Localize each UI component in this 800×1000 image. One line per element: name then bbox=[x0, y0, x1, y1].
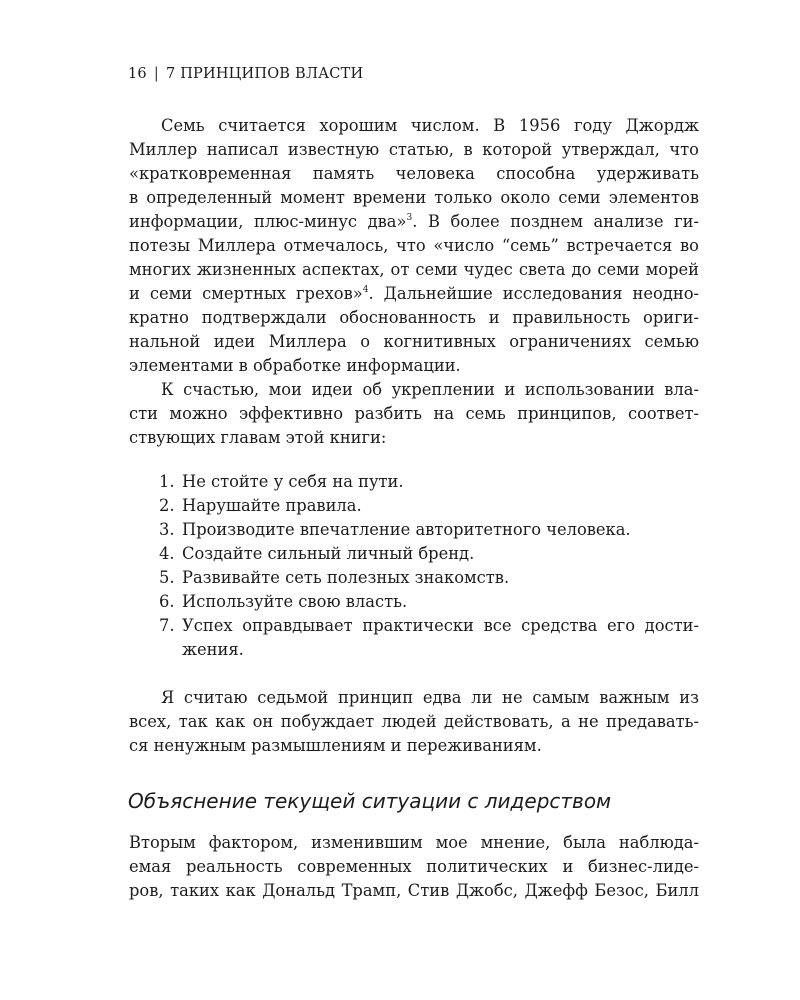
text-line: многих жизненных аспектах, от семи чудес света до семи морей bbox=[129, 260, 699, 279]
text-line: К счастью, мои идеи об укреплении и использовании вла- bbox=[161, 380, 699, 399]
text-line: ров, таких как Дональд Трамп, Стив Джобс, Джефф Безос, Билл bbox=[129, 881, 699, 900]
list-item bbox=[159, 614, 699, 638]
text-line: нальной идеи Миллера о когнитивных ограничениях семью bbox=[129, 332, 699, 351]
running-title: 7 ПРИНЦИПОВ ВЛАСТИ bbox=[165, 66, 364, 82]
text-line: Миллер написал известную статью, в которой утверждал, что bbox=[129, 140, 699, 159]
list-text: Развивайте сеть полезных знакомств. bbox=[182, 568, 510, 587]
list-text: Создайте сильный личный бренд. bbox=[182, 544, 475, 563]
list-text: Нарушайте правила. bbox=[182, 496, 362, 515]
list-number: 5. bbox=[159, 568, 175, 587]
running-header bbox=[128, 66, 363, 82]
text-line bbox=[129, 282, 699, 306]
list-item bbox=[159, 470, 699, 494]
section-heading: Объяснение текущей ситуации с лидерством bbox=[128, 789, 612, 813]
list-number: 7. bbox=[159, 616, 175, 635]
list-item bbox=[159, 494, 699, 518]
text-fragment: . Дальнейшие исследования неодно- bbox=[368, 284, 699, 303]
text-line: Семь считается хорошим числом. В 1956 году Джордж bbox=[161, 116, 699, 135]
text-line: сти можно эффективно разбить на семь принципов, соответ- bbox=[129, 404, 699, 423]
page-number: 16 bbox=[128, 66, 147, 82]
text-line: всех, так как он побуждает людей действовать, а не предавать- bbox=[129, 712, 699, 731]
list-item bbox=[159, 542, 699, 566]
list-text: Успех оправдывает практически все средства его дости- bbox=[182, 616, 699, 635]
text-line: Вторым фактором, изменившим мое мнение, была наблюда- bbox=[129, 833, 699, 852]
text-line: потезы Миллера отмечалось, что «число “семь” встречается во bbox=[129, 236, 699, 255]
text-line: элементами в обработке информации. bbox=[129, 356, 461, 375]
list-item bbox=[159, 566, 699, 590]
text-line: Я считаю седьмой принцип едва ли не самым важным из bbox=[161, 688, 699, 707]
text-fragment: . В более позднем анализе ги- bbox=[412, 212, 699, 231]
text-line: «кратковременная память человека способна удерживать bbox=[129, 164, 699, 183]
text-line: ствующих главам этой книги: bbox=[129, 428, 387, 447]
list-item bbox=[159, 590, 699, 614]
text-line: кратно подтверждали обоснованность и правильность ориги- bbox=[129, 308, 699, 327]
list-text: Используйте свою власть. bbox=[182, 592, 408, 611]
footnote-ref[interactable]: 3 bbox=[406, 213, 413, 223]
list-number: 4. bbox=[159, 544, 175, 563]
text-line bbox=[129, 210, 699, 234]
text-fragment: информации, плюс-минус два» bbox=[129, 212, 407, 231]
text-fragment: и семи смертных грехов» bbox=[129, 284, 363, 303]
list-number: 1. bbox=[159, 472, 175, 491]
list-number: 6. bbox=[159, 592, 175, 611]
list-number: 2. bbox=[159, 496, 175, 515]
list-text: Не стойте у себя на пути. bbox=[182, 472, 404, 491]
list-item bbox=[159, 518, 699, 542]
header-separator: | bbox=[153, 66, 159, 82]
footnote-ref[interactable]: 4 bbox=[362, 285, 369, 295]
list-number: 3. bbox=[159, 520, 175, 539]
list-item-continuation: жения. bbox=[182, 640, 244, 659]
list-text: Производите впечатление авторитетного человека. bbox=[182, 520, 631, 539]
text-line: емая реальность современных политических и бизнес-лиде- bbox=[129, 857, 699, 876]
text-line: ся ненужным размышлениям и переживаниям. bbox=[129, 736, 542, 755]
text-line: в определенный момент времени только около семи элементов bbox=[129, 188, 699, 207]
